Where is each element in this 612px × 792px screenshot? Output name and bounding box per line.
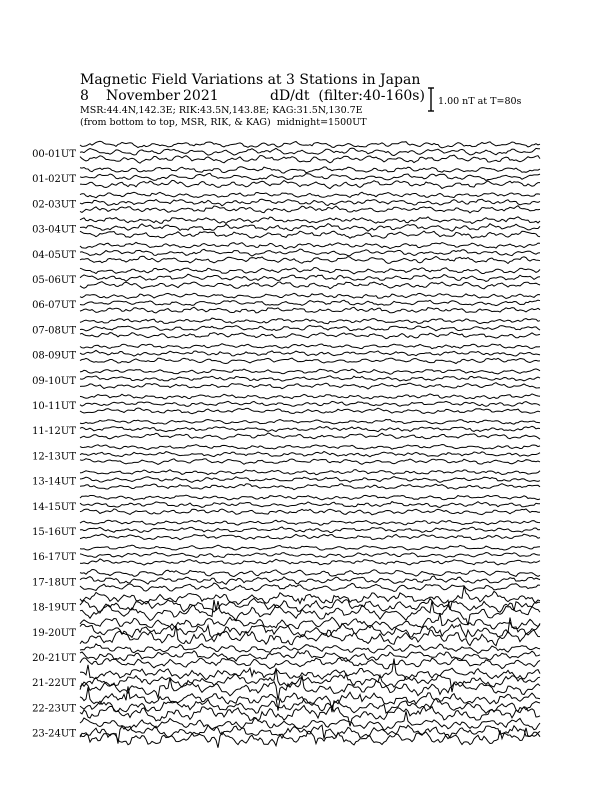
chart-title: Magnetic Field Variations at 3 Stations in Japan <box>80 72 421 88</box>
scale-bar <box>428 88 434 111</box>
trace-rik <box>80 300 540 306</box>
hour-label: 07-08UT <box>32 325 76 337</box>
trace-rik <box>80 651 540 661</box>
trace-rik <box>80 173 540 180</box>
trace-msr <box>80 534 540 540</box>
trace-rik <box>80 249 540 256</box>
trace-msr <box>80 383 540 389</box>
trace-kag <box>80 242 540 248</box>
trace-kag <box>80 570 540 577</box>
hour-label: 06-07UT <box>32 300 76 312</box>
trace-rik <box>80 618 540 638</box>
trace-msr <box>80 332 540 339</box>
date-day: 8 <box>80 88 89 104</box>
hour-label: 10-11UT <box>32 401 76 412</box>
hour-label: 19-20UT <box>32 627 76 639</box>
hour-label: 22-23UT <box>32 703 76 715</box>
trace-kag <box>80 711 540 730</box>
trace-kag <box>80 344 540 349</box>
trace-kag <box>80 167 540 173</box>
trace-kag <box>80 293 540 298</box>
trace-kag <box>80 318 540 324</box>
trace-msr <box>80 484 540 490</box>
trace-msr <box>80 459 540 465</box>
hour-label: 17-18UT <box>32 577 76 589</box>
trace-msr <box>80 433 540 439</box>
trace-msr <box>80 675 540 700</box>
trace-msr <box>80 358 540 363</box>
trace-msr <box>80 559 540 565</box>
trace-rik <box>80 224 540 232</box>
trace-kag <box>80 192 540 198</box>
trace-kag <box>80 419 540 424</box>
hour-label: 09-10UT <box>32 375 76 387</box>
hour-label: 23-24UT <box>32 728 76 740</box>
trace-kag <box>80 369 540 374</box>
trace-rik <box>80 477 540 483</box>
trace-kag <box>80 686 540 712</box>
trace-kag <box>80 268 540 274</box>
trace-rik <box>80 502 540 508</box>
trace-msr <box>80 180 540 188</box>
hour-label: 08-09UT <box>32 350 76 362</box>
trace-msr <box>80 282 540 289</box>
hour-label: 11-12UT <box>32 426 76 438</box>
scale-label: 1.00 nT at T=80s <box>438 96 522 107</box>
trace-kag <box>80 644 540 654</box>
trace-kag <box>80 470 540 475</box>
trace-rik <box>80 274 540 281</box>
hour-label: 16-17UT <box>32 552 76 564</box>
trace-kag <box>80 394 540 399</box>
trace-msr <box>80 155 540 163</box>
trace-kag <box>80 613 540 630</box>
trace-kag <box>80 445 540 450</box>
hour-label: 12-13UT <box>32 451 76 463</box>
trace-msr <box>80 509 540 515</box>
trace-msr <box>80 206 540 213</box>
hour-label: 21-22UT <box>32 678 76 690</box>
hour-label: 05-06UT <box>32 275 76 286</box>
trace-msr <box>80 583 540 592</box>
hour-label: 00-01UT <box>32 149 76 160</box>
trace-msr <box>80 231 540 238</box>
station-coordinates: MSR:44.4N,142.3E; RIK:43.5N,143.8E; KAG:31.5N,130.7E <box>80 105 363 116</box>
trace-kag <box>80 217 540 224</box>
hour-label: 01-02UT <box>32 174 76 186</box>
trace-kag <box>80 520 540 525</box>
hour-label: 03-04UT <box>32 224 76 236</box>
trace-rik <box>80 376 540 381</box>
trace-rik <box>80 401 540 406</box>
station-order-note: (from bottom to top, MSR, RIK, & KAG) midnight=1500UT <box>80 117 367 128</box>
trace-rik <box>80 552 540 557</box>
hour-label: 02-03UT <box>32 199 76 211</box>
trace-rik <box>80 698 540 713</box>
hour-label: 13-14UT <box>32 476 76 488</box>
trace-rik <box>80 148 540 156</box>
trace-kag <box>80 495 540 500</box>
trace-kag <box>80 545 540 550</box>
trace-msr <box>80 658 540 669</box>
date-month: November <box>106 88 181 104</box>
trace-rik <box>80 350 540 356</box>
trace-rik <box>80 452 540 457</box>
trace-rik <box>80 325 540 331</box>
hour-label: 14-15UT <box>32 501 76 513</box>
hour-label: 15-16UT <box>32 527 76 538</box>
trace-rik <box>80 199 540 206</box>
trace-msr <box>80 307 540 313</box>
trace-rik <box>80 527 540 533</box>
trace-rik <box>80 576 540 584</box>
trace-msr <box>80 408 540 414</box>
hour-label: 20-21UT <box>32 653 76 664</box>
date-year: 2021 <box>183 88 219 104</box>
trace-rik <box>80 426 540 431</box>
hour-label: 18-19UT <box>32 602 76 614</box>
trace-msr <box>80 256 540 263</box>
hour-label: 04-05UT <box>32 249 76 261</box>
trace-kag <box>80 141 540 148</box>
component-filter: dD/dt (filter:40-160s) <box>270 88 425 104</box>
